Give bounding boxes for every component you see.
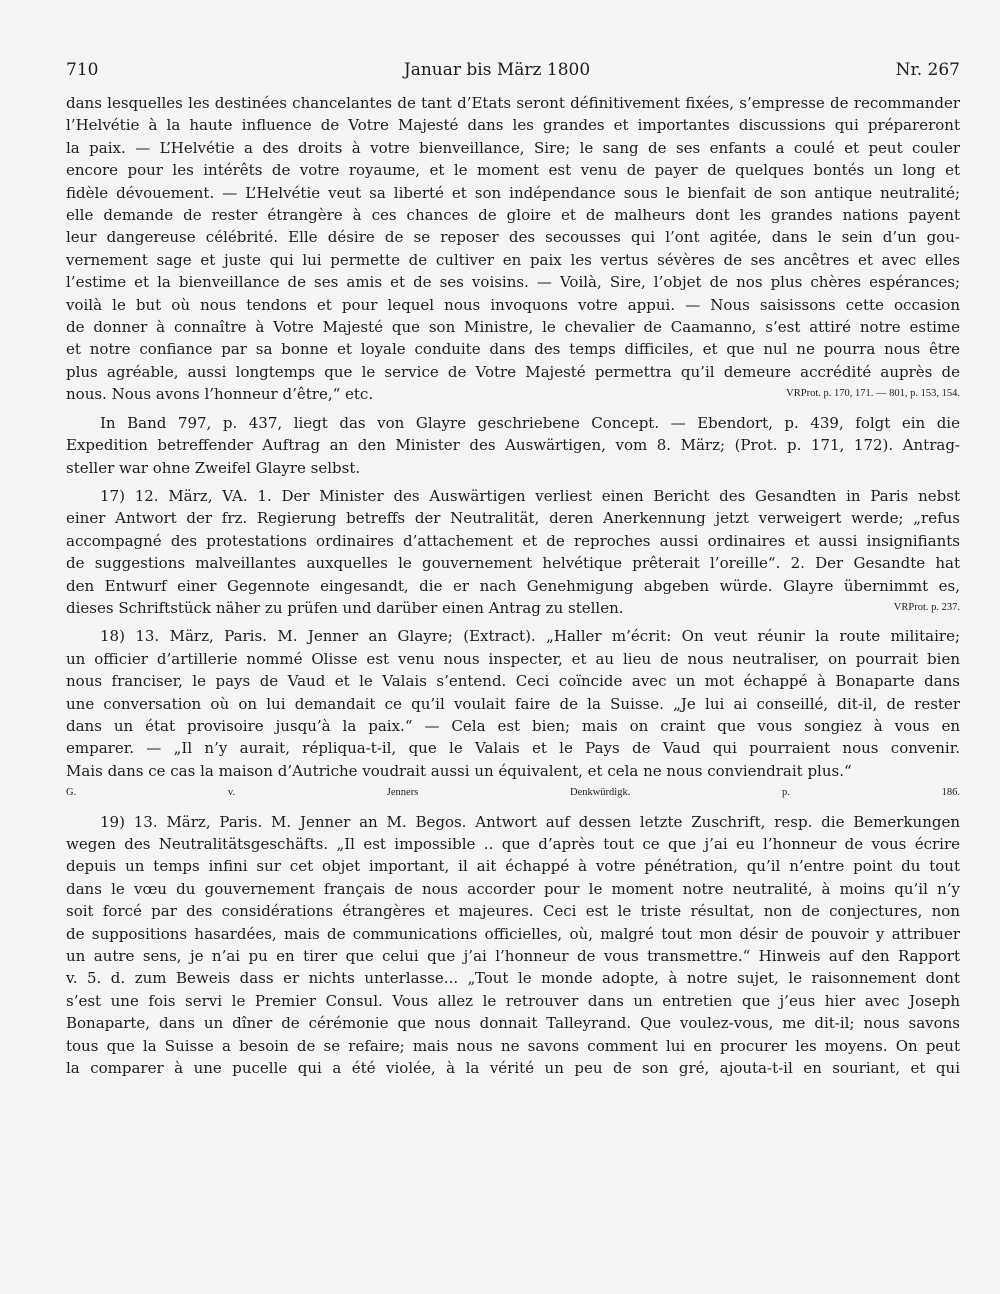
- text-line: Expedition betreffender Auftrag an den Minister des Auswärtigen, vom 8. März; (Prot. p. 171, 172). Antrag-: [66, 436, 960, 455]
- paragraph-band-note: [66, 412, 960, 479]
- text-line: encore pour les intérêts de votre royaume, et le moment est venu de payer de quelques bontés un long et: [66, 161, 960, 180]
- text-line: den Entwurf einer Gegennote eingesandt, die er nach Genehmigung abgeben würde. Glayre übernimmt es,: [66, 576, 960, 595]
- source-reference: VRProt. p. 170, 171. — 801, p. 153, 154.: [786, 388, 960, 400]
- entry-17: [66, 485, 960, 619]
- text-line: l’Helvétie à la haute influence de Votre Majesté dans les grandes et importantes discussions qui prépareront: [66, 116, 960, 135]
- text-line: plus agréable, aussi longtemps que le service de Votre Majesté permettra qu’il demeure accrédité auprès de: [66, 362, 960, 381]
- source-reference: VRProt. p. 237.: [893, 601, 960, 613]
- page-header: [66, 60, 960, 92]
- text-line: dans un état provisoire jusqu’à la paix.“ — Cela est bien; mais on craint que vous songiez à vous en: [66, 716, 960, 735]
- text-line: leur dangereuse célébrité. Elle désire de se reposer des secousses qui l’ont agitée, dans le sein d’un gou-: [66, 228, 960, 247]
- text-line: In Band 797, p. 437, liegt das von Glayre geschriebene Concept. — Ebendort, p. 439, folgt ein die: [100, 413, 960, 432]
- text-line: une conversation où on lui demandait ce qu’il voulait faire de la Suisse. „Je lui ai conseillé, dit-il, de rester: [66, 694, 960, 713]
- text-line: v. 5. d. zum Beweis dass er nichts unterlasse... „Tout le monde adopte, à notre sujet, le raisonnement dont: [66, 969, 960, 988]
- text-line: soit forcé par des considérations étrangères et majeures. Ceci est le triste résultat, non de conjectures, non: [66, 902, 960, 921]
- text-line: de donner à connaître à Votre Majesté que son Ministre, le chevalier de Caamanno, s’est attiré notre estime: [66, 318, 960, 337]
- text-line: emparer. — „Il n’y aurait, répliqua-t-il, que le Valais et le Pays de Vaud qui pourraient nous convenir.: [66, 739, 960, 758]
- text-line-last: [66, 597, 960, 619]
- text-line: dans lesquelles les destinées chancelantes de tant d’Etats seront définitivement fixées, s’empresse de recommander: [66, 94, 960, 112]
- entry-number: Nr. 267: [895, 60, 960, 80]
- text-line: dans le vœu du gouvernement français de nous accorder pour le moment notre neutralité, à moins qu’il n’y: [66, 879, 960, 898]
- body-text: [66, 92, 960, 1079]
- text-line-last: [66, 383, 960, 405]
- text-line: fidèle dévouement. — L’Helvétie veut sa liberté et son indépendance sous le bienfait de son antique neutralité;: [66, 183, 960, 202]
- text-line: un autre sens, je n’ai pu en tirer que celui que j’ai l’honneur de vous transmettre.“ Hinweis auf den Rapport: [66, 947, 960, 966]
- source-reference: G. v. Jenners Denkwürdigk. p. 186.: [66, 787, 960, 799]
- text-line: voilà le but où nous tendons et pour lequel nous invoquons votre appui. — Nous saisissons cette occasion: [66, 295, 960, 314]
- text-line: depuis un temps infini sur cet objet important, il ait échappé à votre pénétration, qu’il n’entre point du tout: [66, 857, 960, 876]
- text-line: la comparer à une pucelle qui a été violée, à la vérité un peu de son gré, ajouta-t-il en souriant, et qui: [66, 1059, 960, 1078]
- text-line: de suggestions malveillantes auxquelles le gouvernement helvétique prêterait l’oreille“. 2. Der Gesandte hat: [66, 554, 960, 573]
- text-line: Bonaparte, dans un dîner de cérémonie que nous donnait Talleyrand. Que voulez-vous, me dit-il; nous savons: [66, 1014, 960, 1033]
- text-line: 17) 12. März, VA. 1. Der Minister des Auswärtigen verliest einen Bericht des Gesandten in Paris nebst: [100, 486, 960, 505]
- text-line: wegen des Neutralitätsgeschäfts. „Il est impossible .. que d’après tout ce que j’ai eu l’honneur de vous écrire: [66, 835, 960, 853]
- text-line: tous que la Suisse a besoin de se refaire; mais nous ne savons comment lui en procurer les moyens. On peut: [66, 1036, 960, 1055]
- text-line: 19) 13. März, Paris. M. Jenner an M. Begos. Antwort auf dessen letzte Zuschrift, resp. die Bemerkungen: [100, 812, 960, 831]
- text-line: la paix. — L’Helvétie a des droits à votre bienveillance, Sire; le sang de ses enfants a coulé et peut couler: [66, 138, 960, 157]
- text-line: steller war ohne Zweifel Glayre selbst.: [66, 458, 361, 477]
- text-line: accompagné des protestations ordinaires d’attachement et de reproches aussi ordinaires et aussi insignifiants: [66, 531, 960, 550]
- text-line: l’estime et la bienveillance de ses amis et de ses voisins. — Voilà, Sire, l’objet de nos plus chères espérances;: [66, 273, 960, 292]
- entry-18: [66, 625, 960, 804]
- text-line: s’est une fois servi le Premier Consul. Vous allez le retrouver dans un entretien que j’eus hier avec Joseph: [66, 991, 960, 1010]
- text-line: nous. Nous avons l’honneur d’être,“ etc.: [66, 385, 374, 404]
- text-line: dieses Schriftstück näher zu prüfen und darüber einen Antrag zu stellen.: [66, 598, 624, 617]
- text-line: et notre confiance par sa bonne et loyale conduite dans des temps difficiles, et que nul ne pourra nous être: [66, 340, 960, 359]
- text-line: einer Antwort der frz. Regierung betreffs der Neutralität, deren Anerkennung jetzt verweigert werde; „refus: [66, 509, 960, 528]
- paragraph-continuation: [66, 92, 960, 406]
- text-line: un officier d’artillerie nommé Olisse est venu nous inspecter, et au lieu de nous neutraliser, on pourrait bien: [66, 649, 960, 668]
- text-line: 18) 13. März, Paris. M. Jenner an Glayre; (Extract). „Haller m’écrit: On veut réunir la route militaire;: [100, 627, 960, 646]
- text-line: Mais dans ce cas la maison d’Autriche voudrait aussi un équivalent, et cela ne nous conviendrait plus.“: [66, 761, 852, 780]
- text-line: elle demande de rester étrangère à ces chances de gloire et de malheurs dont les grandes nations payent: [66, 206, 960, 225]
- entry-19: [66, 811, 960, 1080]
- text-line: vernement sage et juste qui lui permette de cultiver en paix les vertus sévères de ses ancêtres et avec elles: [66, 250, 960, 269]
- text-line: de suppositions hasardées, mais de communications officielles, où, malgré tout mon désir de pouvoir y attribuer: [66, 924, 960, 943]
- text-line: nous franciser, le pays de Vaud et le Valais s’entend. Ceci coïncide avec un mot échappé à Bonaparte dans: [66, 672, 960, 691]
- running-title: Januar bis März 1800: [403, 60, 591, 80]
- page-number: 710: [66, 60, 99, 80]
